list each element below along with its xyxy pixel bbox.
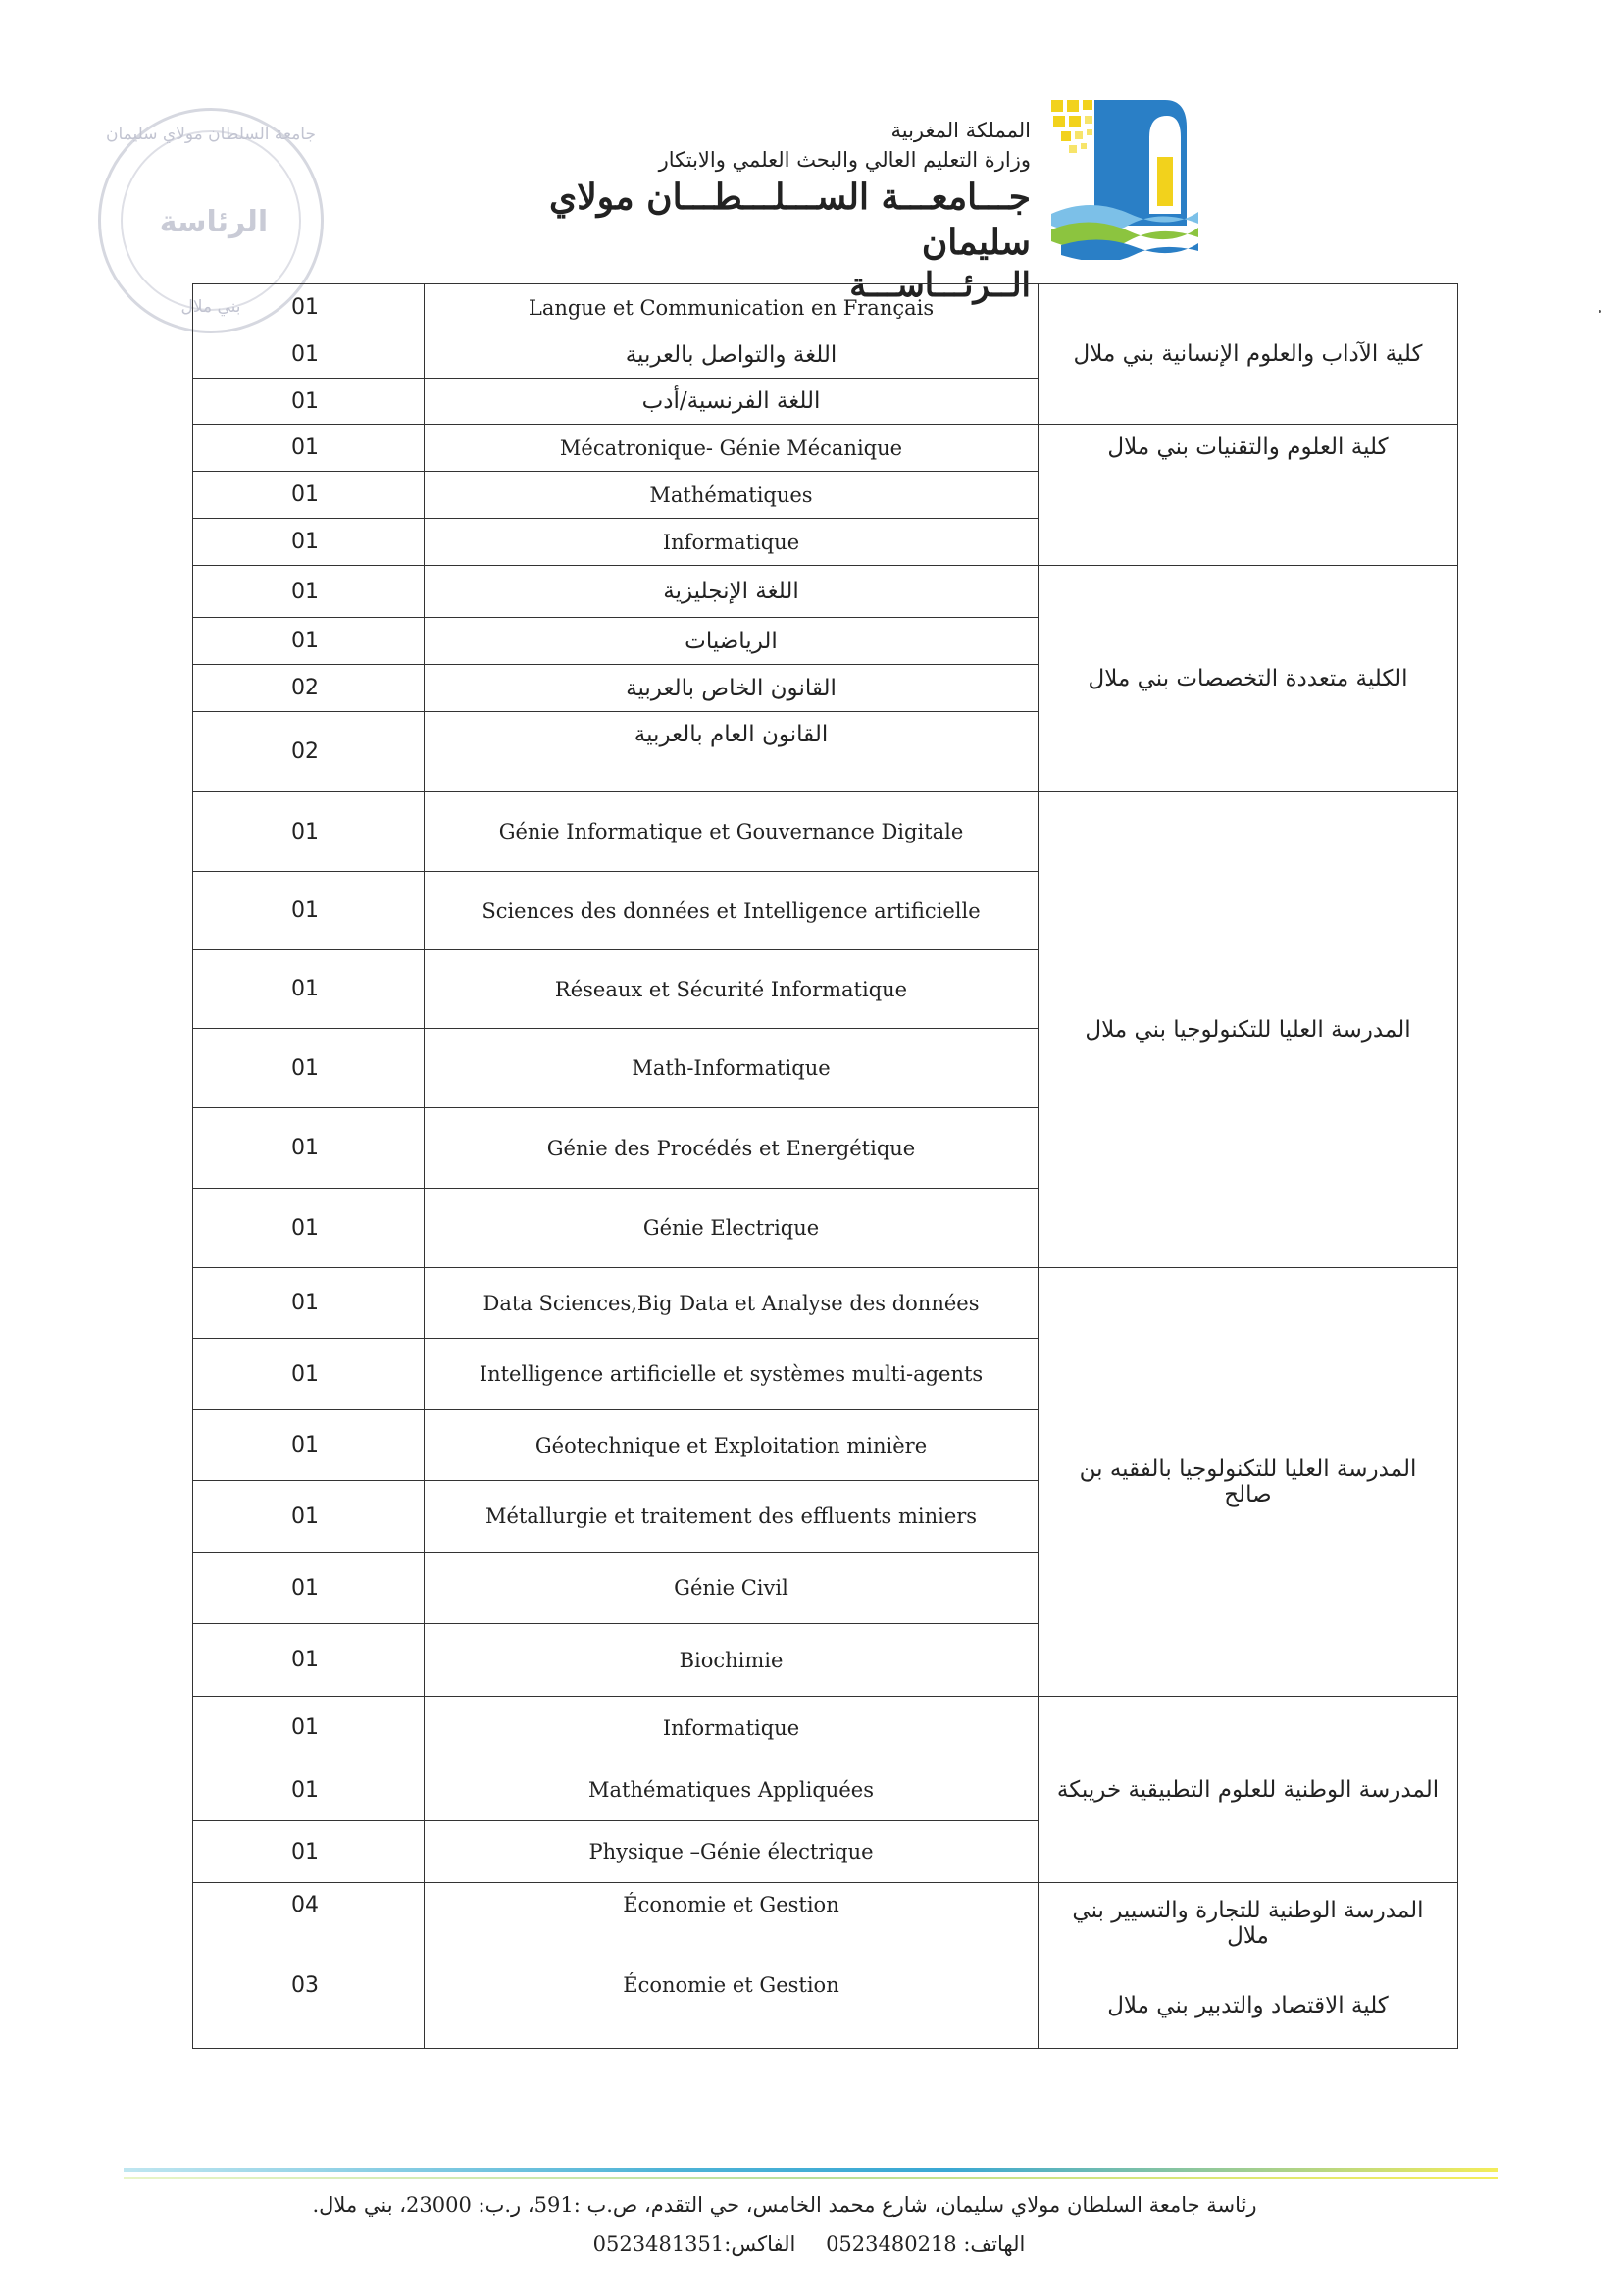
institution-cell: المدرسة الوطنية للتجارة والتسيير بني ملال (1039, 1883, 1458, 1963)
institution-cell: المدرسة العليا للتكنولوجيا بني ملال (1039, 792, 1458, 1268)
specialty-cell: Géotechnique et Exploitation minière (425, 1410, 1039, 1481)
table-row (193, 1963, 1458, 2049)
count-cell: 01 (193, 792, 425, 872)
university-logo-icon (1051, 98, 1198, 260)
specialty-cell: Génie Electrique (425, 1189, 1039, 1268)
institution-cell: كلية العلوم والتقنيات بني ملال (1039, 425, 1458, 566)
specialty-cell: Math-Informatique (425, 1029, 1039, 1108)
specialty-cell: الرياضيات (425, 618, 1039, 665)
count-cell: 04 (193, 1883, 425, 1963)
specialty-cell: Sciences des données et Intelligence artificielle (425, 872, 1039, 950)
specialty-cell: Génie Civil (425, 1553, 1039, 1624)
specialty-cell: Génie des Procédés et Energétique (425, 1108, 1039, 1189)
specialty-cell: Physique –Génie électrique (425, 1821, 1039, 1883)
specialty-cell: اللغة الإنجليزية (425, 566, 1039, 618)
count-cell: 01 (193, 472, 425, 519)
table-row (193, 1697, 1458, 1759)
table-row (193, 566, 1458, 618)
table-row (193, 425, 1458, 472)
letterhead-text (521, 116, 1031, 306)
institution-cell: كلية الاقتصاد والتدبير بني ملال (1039, 1963, 1458, 2049)
specialty-cell: القانون الخاص بالعربية (425, 665, 1039, 712)
count-cell: 01 (193, 1697, 425, 1759)
count-cell: 02 (193, 712, 425, 792)
specialty-cell: القانون العام بالعربية (425, 712, 1039, 792)
footer-divider-secondary (124, 2177, 1498, 2179)
positions-table (192, 283, 1457, 2049)
specialty-cell: Data Sciences,Big Data et Analyse des données (425, 1268, 1039, 1339)
count-cell: 01 (193, 1759, 425, 1821)
count-cell: 03 (193, 1963, 425, 2049)
specialty-cell: Économie et Gestion (425, 1963, 1039, 2049)
count-cell: 01 (193, 950, 425, 1029)
institution-cell: المدرسة الوطنية للعلوم التطبيقية خريبكة (1039, 1697, 1458, 1883)
count-cell: 02 (193, 665, 425, 712)
table-row (193, 1883, 1458, 1963)
table-row (193, 1268, 1458, 1339)
footer-divider (124, 2168, 1498, 2172)
stamp-center-text: الرئاسة (159, 204, 269, 239)
count-cell: 01 (193, 618, 425, 665)
specialty-cell: اللغة والتواصل بالعربية (425, 331, 1039, 379)
count-cell: 01 (193, 1624, 425, 1697)
ministry-label: وزارة التعليم العالي والبحث العلمي والابتكار (658, 148, 1031, 172)
specialty-cell: Réseaux et Sécurité Informatique (425, 950, 1039, 1029)
specialty-cell: Langue et Communication en Français (425, 284, 1039, 331)
scan-dot (1599, 310, 1601, 313)
count-cell: 01 (193, 1268, 425, 1339)
footer-address: رئاسة جامعة السلطان مولاي سليمان، شارع محمد الخامس، حي التقدم، ص.ب :591، ر.ب: 23000، بني ملال. (312, 2193, 1257, 2217)
count-cell: 01 (193, 1339, 425, 1410)
institution-cell: المدرسة العليا للتكنولوجيا بالفقيه بن صالح (1039, 1268, 1458, 1697)
count-cell: 01 (193, 1553, 425, 1624)
count-cell: 01 (193, 566, 425, 618)
specialty-cell: Mécatronique- Génie Mécanique (425, 425, 1039, 472)
count-cell: 01 (193, 1189, 425, 1268)
kingdom-label: المملكة المغربية (890, 119, 1031, 142)
stamp-bottom-text: بني ملال (180, 297, 241, 317)
department-name: الــرئـــاســـة (849, 266, 1031, 305)
specialty-cell: Économie et Gestion (425, 1883, 1039, 1963)
footer-contact (490, 2232, 1128, 2256)
specialty-cell: Intelligence artificielle et systèmes multi-agents (425, 1339, 1039, 1410)
specialty-cell: Biochimie (425, 1624, 1039, 1697)
count-cell: 01 (193, 519, 425, 566)
specialty-cell: اللغة الفرنسية/أدب (425, 379, 1039, 425)
count-cell: 01 (193, 425, 425, 472)
specialty-cell: Mathématiques Appliquées (425, 1759, 1039, 1821)
count-cell: 01 (193, 331, 425, 379)
stamp-ring-text: جامعة السلطان مولاي سليمان (105, 125, 316, 144)
specialty-cell: Informatique (425, 1697, 1039, 1759)
university-name: جـــامعـــة الســـلـــطـــان مولاي سليمان (549, 177, 1031, 263)
specialty-cell: Mathématiques (425, 472, 1039, 519)
count-cell: 01 (193, 1108, 425, 1189)
footer-fax: الفاكس:0523481351 (592, 2232, 796, 2256)
table-row (193, 792, 1458, 872)
table-row (193, 284, 1458, 331)
institution-cell: كلية الآداب والعلوم الإنسانية بني ملال (1039, 284, 1458, 425)
footer-phone: الهاتف: 0523480218 (826, 2232, 1026, 2256)
count-cell: 01 (193, 1481, 425, 1553)
count-cell: 01 (193, 1821, 425, 1883)
specialty-cell: Métallurgie et traitement des effluents miniers (425, 1481, 1039, 1553)
count-cell: 01 (193, 1410, 425, 1481)
institution-cell: الكلية متعددة التخصصات بني ملال (1039, 566, 1458, 792)
specialty-cell: Informatique (425, 519, 1039, 566)
count-cell: 01 (193, 379, 425, 425)
count-cell: 01 (193, 1029, 425, 1108)
count-cell: 01 (193, 284, 425, 331)
count-cell: 01 (193, 872, 425, 950)
specialty-cell: Génie Informatique et Gouvernance Digitale (425, 792, 1039, 872)
